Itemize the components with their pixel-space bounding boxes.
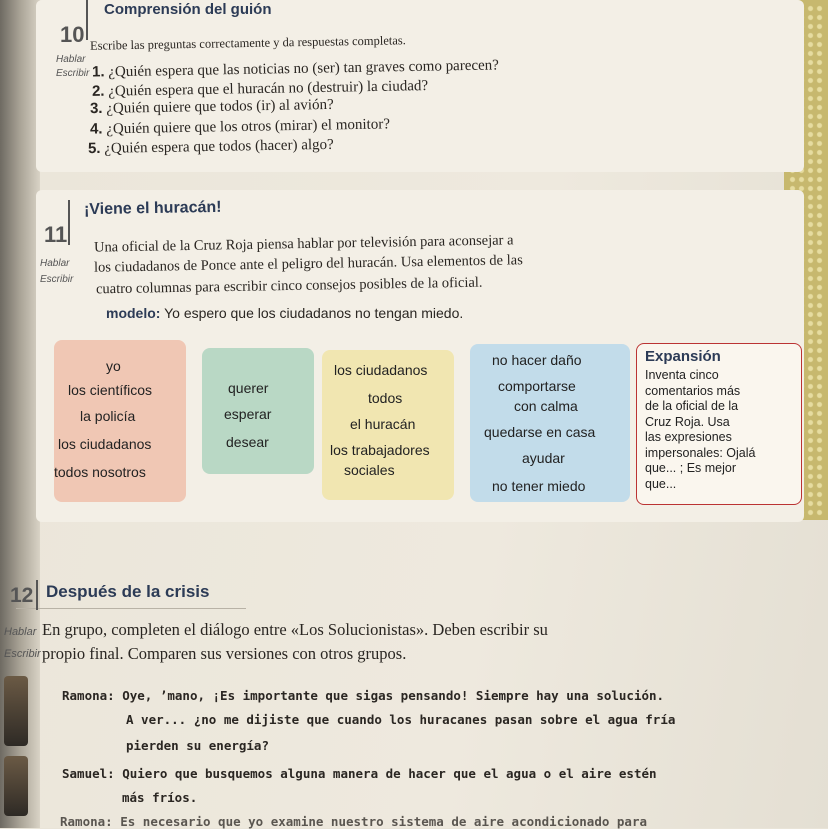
dialog-line: Ramona: Es necesario que yo examine nuestro sistema de aire acondicionado para [60, 814, 648, 829]
col2-item: desear [226, 434, 269, 450]
question-5: 5. ¿Quién espera que todos (hacer) algo? [87, 136, 334, 158]
section-10-number: 10 [60, 22, 85, 47]
expansion-line: que... [645, 476, 677, 491]
col4-item: no tener miedo [492, 478, 586, 494]
puzzle-column-actions [470, 344, 630, 502]
section-10-instructions: Escribe las preguntas correctamente y da respuestas completas. [89, 33, 406, 53]
section-12-tag-escribir: Escribir [4, 648, 41, 660]
col3-item: todos [368, 390, 403, 406]
col1-item: yo [106, 358, 121, 374]
dialog-line: más fríos. [122, 790, 198, 805]
col2-item: esperar [224, 406, 272, 422]
section-11-title: ¡Viene el huracán! [83, 198, 222, 219]
section-12-title: Después de la crisis [46, 582, 210, 601]
expansion-line: Cruz Roja. Usa [645, 414, 730, 429]
section-10-title: Comprensión del guión [104, 1, 272, 18]
section-11-tag-hablar: Hablar [40, 258, 70, 269]
section-11-number: 11 [44, 222, 68, 247]
character-photo [4, 756, 28, 816]
expansion-box [636, 343, 802, 505]
dialog-line: pierden su energía? [126, 738, 269, 753]
section-11-instructions-line-2: los ciudadanos de Ponce ante el peligro del huracán. Usa elementos de las [93, 252, 523, 276]
section-10-tag-hablar: Hablar [56, 54, 86, 65]
expansion-line: las expresiones [645, 430, 732, 444]
col3-item: el huracán [350, 416, 416, 432]
section-12-instructions-line-1: En grupo, completen el diálogo entre «Los Solucionistas». Deben escribir su [42, 620, 548, 639]
section-10-tag-escribir: Escribir [56, 68, 90, 79]
col3-item: los trabajadores [330, 442, 430, 458]
dialog-line: A ver... ¿no me dijiste que cuando los huracanes pasan sobre el agua fría [126, 712, 676, 727]
col4-item: quedarse en casa [484, 424, 596, 440]
col4-item: con calma [514, 398, 578, 414]
col3-item: los ciudadanos [334, 362, 428, 378]
col4-item: no hacer daño [492, 352, 582, 368]
puzzle-column-verbs [202, 348, 314, 474]
dialog-line: Samuel: Quiero que busquemos alguna manera de hacer que el agua o el aire estén [62, 766, 657, 781]
col4-item: comportarse [498, 378, 576, 394]
section-11-instructions-line-3: cuatro columnas para escribir cinco consejos posibles de la oficial. [95, 274, 483, 298]
character-photo [4, 676, 28, 746]
col1-item: los ciudadanos [58, 436, 152, 452]
col4-item: ayudar [522, 450, 565, 466]
section-11-instructions-line-1: Una oficial de la Cruz Roja piensa hablar por televisión para aconsejar a [93, 232, 514, 256]
puzzle-column-subjects [54, 340, 186, 502]
expansion-title: Expansión [645, 348, 721, 365]
col1-item: la policía [80, 408, 136, 424]
expansion-line: impersonales: Ojalá [645, 445, 756, 460]
section-12-tag-hablar: Hablar [4, 626, 37, 638]
section-12-instructions-line-2: propio final. Comparen sus versiones con otros grupos. [42, 644, 407, 663]
model-sentence: modelo: Yo espero que los ciudadanos no tengan miedo. [106, 305, 464, 321]
col2-item: querer [228, 380, 269, 396]
col1-item: los científicos [68, 382, 153, 398]
question-4: 4. ¿Quién quiere que los otros (mirar) el monitor? [89, 116, 391, 138]
section-12-number: 12 [10, 584, 34, 607]
expansion-line: que... ; Es mejor [645, 461, 737, 475]
expansion-line: comentarios más [645, 383, 741, 398]
dialog-line: Ramona: Oye, ’mano, ¡Es importante que sigas pensando! Siempre hay una solución. [62, 688, 665, 703]
puzzle-column-objects [322, 350, 454, 500]
col1-item: todos nosotros [54, 464, 146, 480]
question-3: 3. ¿Quién quiere que todos (ir) al avión? [89, 96, 334, 118]
col3-item: sociales [344, 462, 395, 478]
expansion-line: Inventa cinco [645, 368, 719, 382]
question-1: 1. ¿Quién espera que las noticias no (ser) tan graves como parecen? [91, 57, 500, 81]
expansion-line: de la oficial de la [645, 399, 739, 413]
section-11-tag-escribir: Escribir [40, 274, 74, 285]
question-2: 2. ¿Quién espera que el huracán no (destruir) la ciudad? [91, 78, 429, 100]
